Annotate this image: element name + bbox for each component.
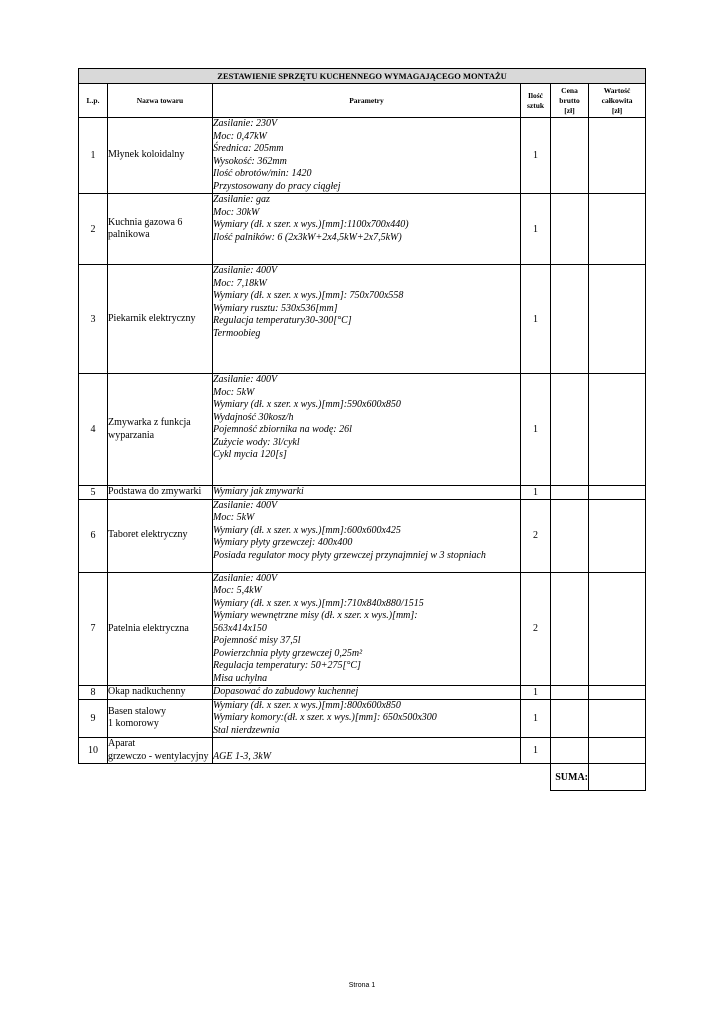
table-row (79, 699, 646, 738)
product-name-line: Młynek koloidalny (108, 149, 185, 161)
param-line: Pojemność zbiornika na wodę: 26l (213, 424, 352, 435)
product-name-line: 1 komorowy (108, 718, 159, 730)
suma-spacer (79, 764, 551, 791)
param-line: Wymiary komory:(dł. x szer. x wys.)[mm]: 650x500x300 (213, 712, 437, 723)
quantity: 1 (521, 194, 551, 265)
product-name-line: Patelnia elektryczna (108, 622, 189, 634)
table-row (79, 572, 646, 686)
value-cell (589, 686, 646, 700)
param-line: Wydajność 30kosz/h (213, 411, 294, 423)
product-params (213, 374, 521, 486)
product-name-line: Piekarnik elektryczny (108, 312, 196, 324)
product-params (213, 486, 521, 500)
product-params (213, 499, 521, 572)
param-line: Regulacja temperatury30-300[°C] (213, 315, 352, 326)
param-line: Zasilanie: 230V (213, 118, 278, 129)
quantity: 1 (521, 486, 551, 500)
row-number: 9 (79, 699, 108, 738)
suma-label: SUMA: (551, 764, 589, 791)
product-name (108, 738, 213, 764)
suma-value-cell (589, 764, 646, 791)
row-number: 4 (79, 374, 108, 486)
param-line: Wysokość: 362mm (213, 155, 287, 167)
header-value: Wartość całkowita [zł] (589, 84, 646, 118)
product-name (108, 265, 213, 374)
price-cell (551, 374, 589, 486)
param-line: Zasilanie: 400V (213, 572, 278, 584)
price-cell (551, 699, 589, 738)
product-name-line: Basen stalowy (108, 705, 167, 717)
price-cell (551, 572, 589, 686)
param-line: Wymiary (dł. x szer. x wys.)[mm]: 750x700x558 (213, 290, 404, 301)
product-params (213, 118, 521, 194)
param-line: Powierzchnia płyty grzewczej 0,25m² (213, 647, 363, 659)
table-row (79, 499, 646, 572)
param-line: Wymiary (dł. x szer. x wys.)[mm]:600x600x425 (213, 524, 401, 536)
value-cell (589, 738, 646, 764)
param-line: Zasilanie: gaz (213, 194, 270, 205)
product-name (108, 572, 213, 686)
param-line: Cykl mycia 120[s] (213, 449, 287, 460)
param-line: Wymiary (dł. x szer. x wys.)[mm]:710x840x880/1515 (213, 597, 424, 609)
param-line: Moc: 5kW (213, 512, 255, 523)
product-name-line: Okap nadkuchenny (108, 686, 186, 697)
table-row (79, 374, 646, 486)
row-number: 3 (79, 265, 108, 374)
param-line: Ilość obrotów/min: 1420 (213, 168, 312, 179)
value-cell (589, 572, 646, 686)
param-line: Termoobieg (213, 327, 261, 339)
param-line: Wymiary (dł. x szer. x wys.)[mm]:1100x700x440) (213, 219, 409, 230)
price-cell (551, 118, 589, 194)
price-cell (551, 499, 589, 572)
param-line: Pojemność misy 37,5l (213, 635, 301, 646)
param-line: Dopasować do zabudowy kuchennej (213, 686, 359, 697)
param-line: Regulacja temperatury: 50+275[°C] (213, 660, 361, 671)
product-name (108, 486, 213, 500)
product-name (108, 699, 213, 738)
table-row (79, 265, 646, 374)
param-line: Zasilanie: 400V (213, 374, 278, 385)
quantity: 1 (521, 686, 551, 700)
param-line: Ilość palników: 6 (2x3kW+2x4,5kW+2x7,5kW) (213, 231, 402, 243)
row-number: 5 (79, 486, 108, 500)
quantity: 2 (521, 572, 551, 686)
param-line: Misa uchylna (213, 672, 268, 684)
row-number: 2 (79, 194, 108, 265)
header-lp: L.p. (79, 84, 108, 118)
param-line: Wymiary (dł. x szer. x wys.)[mm]:590x600x850 (213, 399, 401, 410)
table-row (79, 738, 646, 764)
product-name-line: Taboret elektryczny (108, 529, 188, 541)
table-row (79, 686, 646, 700)
table-row (79, 194, 646, 265)
param-line: Wymiary rusztu: 530x536[mm] (213, 302, 338, 314)
product-params (213, 194, 521, 265)
row-number: 8 (79, 686, 108, 700)
value-cell (589, 486, 646, 500)
product-name-line: palnikowa (108, 229, 150, 240)
quantity: 1 (521, 118, 551, 194)
param-line: Wymiary (dł. x szer. x wys.)[mm]:800x600x850 (213, 699, 401, 711)
param-line: Wymiary wewnętrzne misy (dł. x szer. x wys.)[mm]: (213, 610, 418, 621)
page-footer: Strona 1 (348, 982, 376, 989)
product-name-line: Zmywarka z funkcja (108, 417, 191, 428)
value-cell (589, 699, 646, 738)
price-cell (551, 686, 589, 700)
product-name-line: Aparat (108, 738, 136, 749)
param-line: Wymiary jak zmywarki (213, 486, 304, 497)
price-cell (551, 265, 589, 374)
quantity: 1 (521, 265, 551, 374)
table-title: ZESTAWIENIE SPRZĘTU KUCHENNEGO WYMAGAJĄCEGO MONTAŻU (79, 69, 646, 84)
header-qty: Ilość sztuk (521, 84, 551, 118)
product-name-line: wyparzania (108, 429, 155, 441)
param-line: Przystosowany do pracy ciągłej (213, 180, 341, 192)
product-params (213, 699, 521, 738)
param-line: Średnica: 205mm (213, 143, 284, 154)
product-params (213, 572, 521, 686)
product-params (213, 738, 521, 764)
row-number: 6 (79, 499, 108, 572)
param-line: Wymiary płyty grzewczej: 400x400 (213, 537, 353, 548)
product-name-line: Kuchnia gazowa 6 (108, 216, 183, 228)
price-cell (551, 486, 589, 500)
table-row (79, 118, 646, 194)
param-line: Zużycie wody: 3l/cykl (213, 436, 300, 448)
product-name-line: grzewczo - wentylacyjny (108, 750, 209, 762)
param-line: Zasilanie: 400V (213, 265, 278, 276)
product-params (213, 686, 521, 700)
param-line (213, 738, 520, 751)
quantity: 1 (521, 738, 551, 764)
product-name-line: Podstawa do zmywarki (108, 486, 202, 497)
product-name (108, 118, 213, 194)
value-cell (589, 265, 646, 374)
quantity: 1 (521, 374, 551, 486)
param-line: Moc: 7,18kW (213, 277, 267, 289)
param-line: Moc: 0,47kW (213, 130, 267, 142)
param-line: Moc: 30kW (213, 206, 260, 218)
quantity: 2 (521, 499, 551, 572)
row-number: 10 (79, 738, 108, 764)
value-cell (589, 499, 646, 572)
param-line: Zasilanie: 400V (213, 499, 278, 511)
price-cell (551, 194, 589, 265)
header-price: Cena brutto [zł] (551, 84, 589, 118)
header-params: Parametry (213, 84, 521, 118)
row-number: 1 (79, 118, 108, 194)
price-cell (551, 738, 589, 764)
value-cell (589, 194, 646, 265)
row-number: 7 (79, 572, 108, 686)
value-cell (589, 374, 646, 486)
param-line: Stal nierdzewnia (213, 724, 280, 736)
param-line: AGE 1-3, 3kW (213, 750, 272, 762)
product-name (108, 374, 213, 486)
param-line: Moc: 5,4kW (213, 585, 262, 596)
quantity: 1 (521, 699, 551, 738)
equipment-table (78, 68, 646, 791)
param-line: Posiada regulator mocy płyty grzewczej przynajmniej w 3 stopniach (213, 549, 486, 561)
header-name: Nazwa towaru (108, 84, 213, 118)
product-name (108, 499, 213, 572)
value-cell (589, 118, 646, 194)
table-row (79, 486, 646, 500)
param-line: 563x414x150 (213, 622, 267, 634)
product-name (108, 686, 213, 700)
product-name (108, 194, 213, 265)
product-params (213, 265, 521, 374)
param-line: Moc: 5kW (213, 386, 255, 398)
